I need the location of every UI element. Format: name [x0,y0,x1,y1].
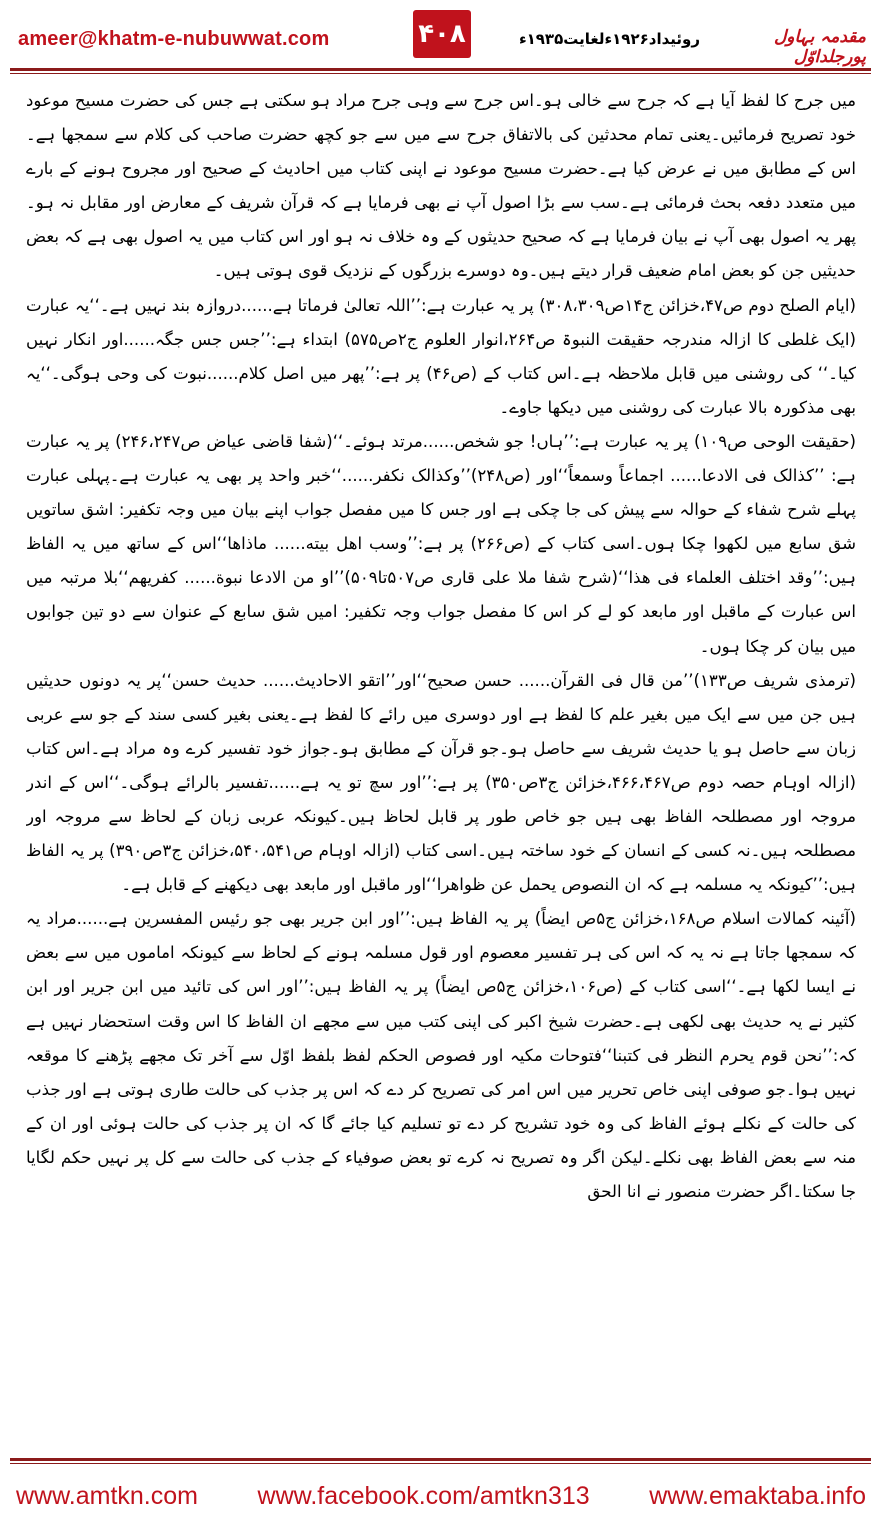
header-email: ameer@khatm-e-nubuwwat.com [18,28,330,50]
paragraph: (ایام الصلح دوم ص۴۷،خزائن ج۱۴ص۳۰۸،۳۰۹) پر یہ عبارت ہے:’’اللہ تعالیٰ فرماتا ہے......دروازہ بند نہیں ہے۔‘‘یہ عبارت (ایک غلطی کا ازالہ مندرجہ حقیقت النبوۃ ص۲۶۴،انوار العلوم ج۲ص۵۷۵) ابتداء ہے:’’جس جس جگہ......اور انکار نہیں کیا۔‘‘ کی روشنی میں قابل ملاحظہ ہے۔اس کتاب کے (ص۴۶) پر ہے:’’پھر میں اصل کلام......نبوت کی وحی ہوگی۔‘‘یہ بھی مذکورہ بالا عبارت کی روشنی میں دیکھا جاوے۔ [26,295,856,417]
page-number-badge: ۴۰۸ [413,10,471,58]
paragraph: میں جرح کا لفظ آیا ہے کہ جرح سے خالی ہو۔اس جرح سے وہی جرح مراد ہو سکتی ہے جس کی حضرت مسیح موعود خود تصریح فرمائیں۔یعنی تمام محدثین کی بالاتفاق جرح سے میں سے جو کچھ حضرت صاحب کی کلام سے سمجھا ہے۔اس کے مطابق میں نے عرض کیا ہے۔حضرت مسیح موعود نے اپنی کتاب میں احادیث کے صحیح اور مجروح ہونے کے بارے میں متعدد دفعہ بحث فرمائی ہے۔سب سے بڑا اصول آپ نے بھی فرمایا ہے کہ قرآن شریف کے معارض اور مقابل نہ ہو۔پھر یہ اصول بھی آپ نے بیان فرمایا ہے کہ صحیح حدیثوں کے وہ خلاف نہ ہو اور اس کتاب میں یہ اصول بھی ہے کہ بعض حدیثیں جن کو بعض امام ضعیف قرار دیتے ہیں۔وہ دوسرے بزرگوں کے نزدیک قوی ہوتی ہیں۔ [26,91,856,281]
header-rule-thin [10,73,871,74]
paragraph: (ترمذی شریف ص۱۳۳)’’من قال فی القرآن...... حسن صحیح‘‘اور’’اتقو الاحادیث...... حدیث حسن‘‘پر یہ دونوں حدیثیں ہیں جن میں سے ایک میں بغیر علم کا لفظ ہے اور دوسری میں رائے کا لفظ ہے۔یعنی بغیر کسی سند کے جو سے عربی زبان سے حاصل ہو یا حدیث شریف سے حاصل ہو۔جو قرآن کے مطابق ہو۔جواز خود تفسیر کرے وہ مراد ہے۔اس کتاب (ازالہ اوہام حصہ دوم ص۴۶۶،۴۶۷،خزائن ج۳ص۳۵۰) پر ہے:’’اور سچ تو یہ ہے......تفسیر بالرائے ہوگی۔‘‘اس کے اندر مروجہ اور مصطلحہ الفاظ بھی ہیں جو خاص طور پر قابل لحاظ ہیں۔کیونکہ عربی زبان کے لحاظ سے مروجہ اور مصطلحہ ہیں۔نہ کسی کے انسان کے خود ساختہ ہیں۔اسی کتاب (ازالہ اوہام ص۵۴۰،۵۴۱،خزائن ج۳ص۳۹۰) پر یہ الفاظ ہیں:’’کیونکہ یہ مسلمہ ہے کہ ان النصوص یحمل عن ظواهرا‘‘اور ماقبل اور مابعد بھی دیکھنے کے قابل ہے۔ [26,670,856,895]
paragraph: (حقیقت الوحی ص۱۰۹) پر یہ عبارت ہے:’’ہاں! جو شخص......مرتد ہوئے۔‘‘(شفا قاضی عیاض ص۲۴۶،۲۴۷) پر یہ عبارت ہے: ’’کذالک فی الادعا...... اجماعاً وسمعاً‘‘اور (ص۲۴۸)’’وکذالک نکفر......‘‘خبر واحد پر بھی یہ عبارت ہے۔پہلی عبارت پہلے شرح شفاء کے حوالہ سے پیش کی جا چکی ہے اور جس کا میں مفصل جواب اپنے بیان میں وجہ تکفیر: اشق ساتویں شق سابع میں لکھوا چکا ہوں۔اسی کتاب کے (ص۲۶۶) پر ہے:’’وسب اهل بیته...... ماذاها‘‘اس کے ساتھ میں یہ الفاظ ہیں:’’وقد اختلف العلماء فی هذا‘‘(شرح شفا ملا علی قاری ص۵۰۷تا۵۰۹)’’او من الادعا نبوة...... کفریهم‘‘بلا مرتبہ میں اس عبارت کے ماقبل اور مابعد کو لے کر اس کا مفصل جواب وجہ تکفیر: امیں شق سابع کے عنوان سے دو تین جوابوں میں بیان کر چکا ہوں۔ [26,431,856,656]
paragraph: (آئینہ کمالات اسلام ص۱۶۸،خزائن ج۵ص ایضاً) پر یہ الفاظ ہیں:’’اور ابن جریر بھی جو رئیس المفسرین ہے......مراد یہ کہ سمجھا جاتا ہے نہ یہ کہ اس کی ہر تفسیر معصوم اور قول مسلمہ ہونے کے لحاظ سے کیونکہ اماموں میں سے بعض نے ایسا لکھا ہے۔‘‘اسی کتاب کے (ص۱۰۶،خزائن ج۵ص ایضاً) پر یہ الفاظ ہیں:’’اور اس کی تائید میں ابن جریر اور ابن کثیر نے یہ حدیث بھی لکھی ہے۔حضرت شیخ اکبر کی اپنی کتب میں سے مجھے ان الفاظ کا اس وقت استحضار نہیں ہے کہ:’’نحن قوم یحرم النظر فی کتبنا‘‘فتوحات مکیہ اور فصوص الحکم لفظ بلفظ اوّل سے آخر تک مجھے پڑھنے کا موقعہ نہیں ہوا۔جو صوفی اپنی خاص تحریر میں اس امر کی تصریح کر دے کہ اس پر جذب کی حالت طاری ہوتی ہے اور جذب کی حالت کے نکلے ہوئے الفاظ کی وہ خود تشریح کر دے تو تسلیم کیا جائے گا کہ ان پر جذب کی حالت ہوئی اور ان کے منہ سے بعض الفاظ بھی نکلے۔لیکن اگر وہ تصریح نہ کرے تو بعض صوفیاء کے جذب کی حالت سے کل پر نہیں حکم لگایا جا سکتا۔اگر حضرت منصور نے انا الحق [26,909,856,1201]
page-header [0,0,881,74]
footer-link-facebook[interactable]: www.facebook.com/amtkn313 [257,1482,590,1510]
page-body [26,84,856,1434]
footer-link-amtkn[interactable]: www.amtkn.com [16,1482,198,1510]
header-rule [10,68,871,71]
footer-links [16,1482,866,1511]
header-years: روئیداد۱۹۲۶ءلغایت۱۹۳۵ء [518,30,700,48]
header-book-title: مقدمہ بہاول پورجلداوّل [773,27,866,67]
footer-rule-thin [10,1463,871,1464]
footer-link-emaktaba[interactable]: www.emaktaba.info [649,1482,866,1510]
footer-rule [10,1458,871,1461]
